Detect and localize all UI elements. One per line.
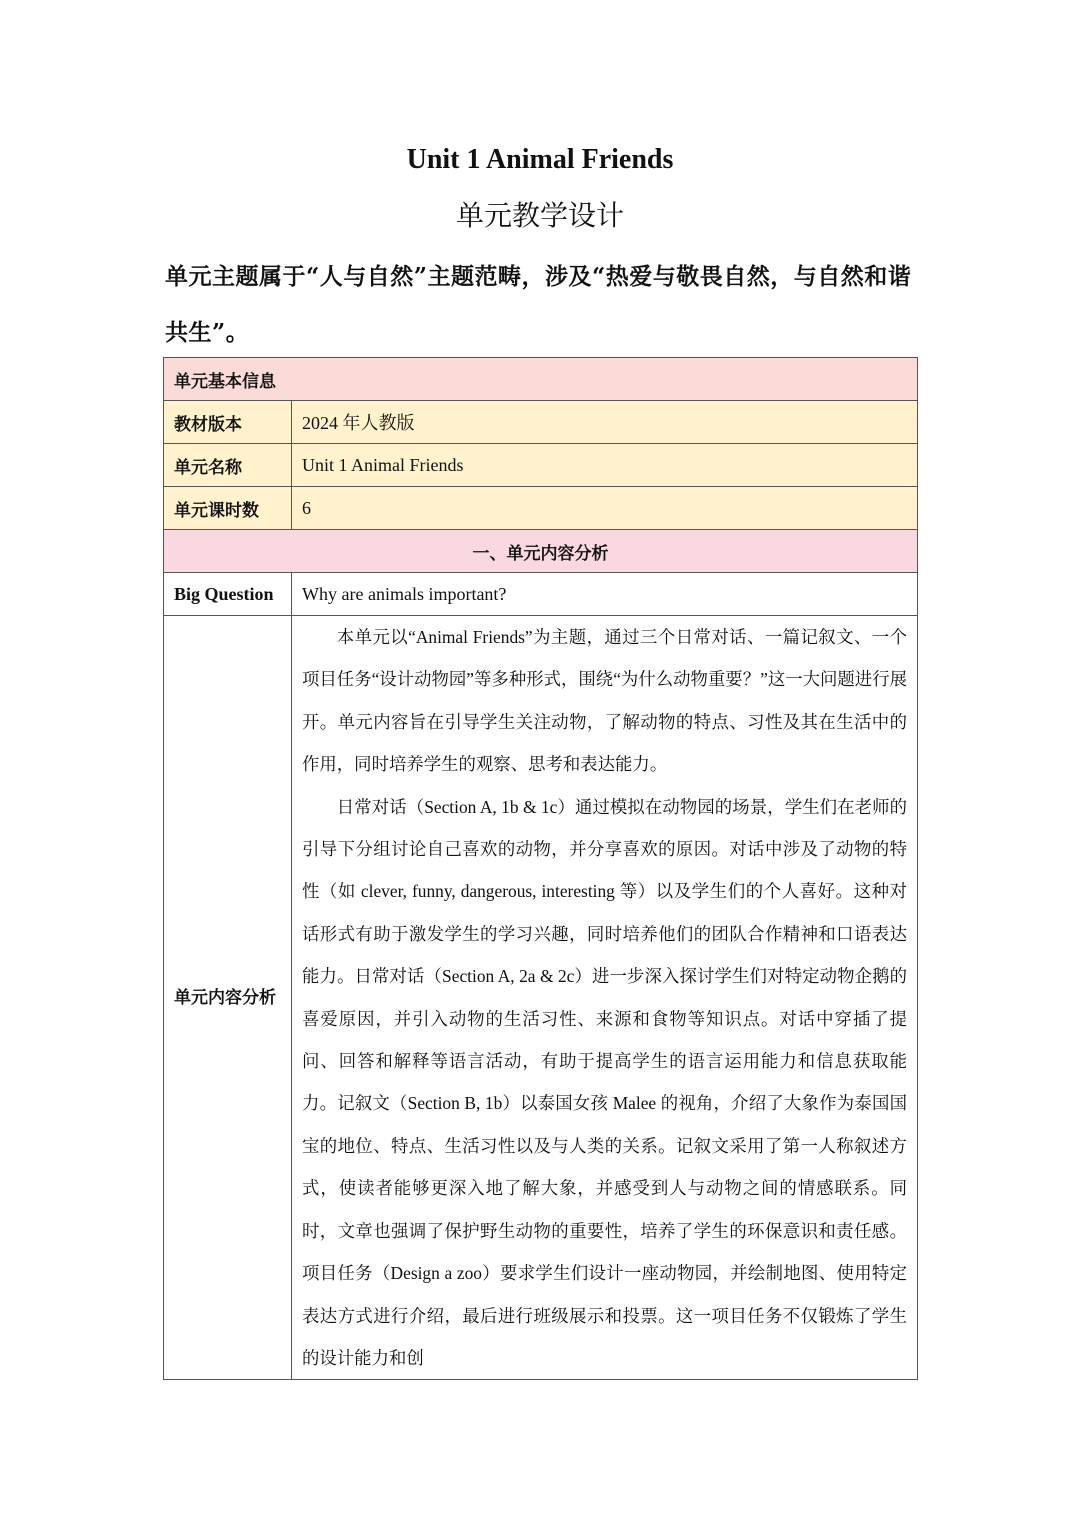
document-title-english: Unit 1 Animal Friends xyxy=(406,144,674,175)
table-header-row xyxy=(164,358,918,401)
section-title-cell: 一、单元内容分析 xyxy=(164,530,918,573)
unit-info-table xyxy=(163,357,918,1380)
table-row xyxy=(164,573,918,616)
row-label-big-question: Big Question xyxy=(164,573,292,616)
table-header-cell: 单元基本信息 xyxy=(164,358,918,401)
row-label-textbook-edition: 教材版本 xyxy=(164,401,292,444)
table-row xyxy=(164,616,918,1380)
content-analysis-cell xyxy=(292,616,918,1380)
table-row xyxy=(164,444,918,487)
row-label-lesson-count: 单元课时数 xyxy=(164,487,292,530)
row-label-content-analysis: 单元内容分析 xyxy=(164,616,292,1380)
table-row xyxy=(164,487,918,530)
row-value-unit-name: Unit 1 Animal Friends xyxy=(292,444,918,487)
section-title-row xyxy=(164,530,918,573)
table-row xyxy=(164,401,918,444)
unit-theme-statement: 单元主题属于“人与自然”主题范畴，涉及“热爱与敬畏自然，与自然和谐共生”。 xyxy=(165,263,912,346)
analysis-paragraph: 本单元以“Animal Friends”为主题，通过三个日常对话、一篇记叙文、一个项目任务“设计动物园”等多种形式，围绕“为什么动物重要？”这一大问题进行展开。单元内容旨在引导学生关注动物，了解动物的特点、习性及其在生活中的作用，同时培养学生的观察、思考和表达能力。 xyxy=(302,627,907,775)
analysis-paragraph: 日常对话（Section A, 1b & 1c）通过模拟在动物园的场景，学生们在老师的引导下分组讨论自己喜欢的动物，并分享喜欢的原因。对话中涉及了动物的特性（如 clever, funny, dangerous, interesting 等）以及学生们的个人喜好。这种对话形式有助于激发学生的学习兴趣，同时培养他们的团队合作精神和口语表达能力。日常对话（Section A, 2a & 2c）进一步深入探讨学生们对特定动物企鹅的喜爱原因，并引入动物的生活习性、来源和食物等知识点。对话中穿插了提问、回答和解释等语言活动，有助于提高学生的语言运用能力和信息获取能力。记叙文（Section B, 1b）以泰国女孩 Malee 的视角，介绍了大象作为泰国国宝的地位、特点、生活习性以及与人类的关系。记叙文采用了第一人称叙述方式，使读者能够更深入地了解大象，并感受到人与动物之间的情感联系。同时，文章也强调了保护野生动物的重要性，培养了学生的环保意识和责任感。项目任务（Design a zoo）要求学生们设计一座动物园，并绘制地图、使用特定表达方式进行介绍，最后进行班级展示和投票。这一项目任务不仅锻炼了学生的设计能力和创 xyxy=(302,796,907,1368)
document-title-chinese: 单元教学设计 xyxy=(455,199,624,232)
row-value-textbook-edition: 2024 年人教版 xyxy=(292,401,918,444)
row-value-lesson-count: 6 xyxy=(292,487,918,530)
row-label-unit-name: 单元名称 xyxy=(164,444,292,487)
row-value-big-question: Why are animals important? xyxy=(292,573,918,616)
